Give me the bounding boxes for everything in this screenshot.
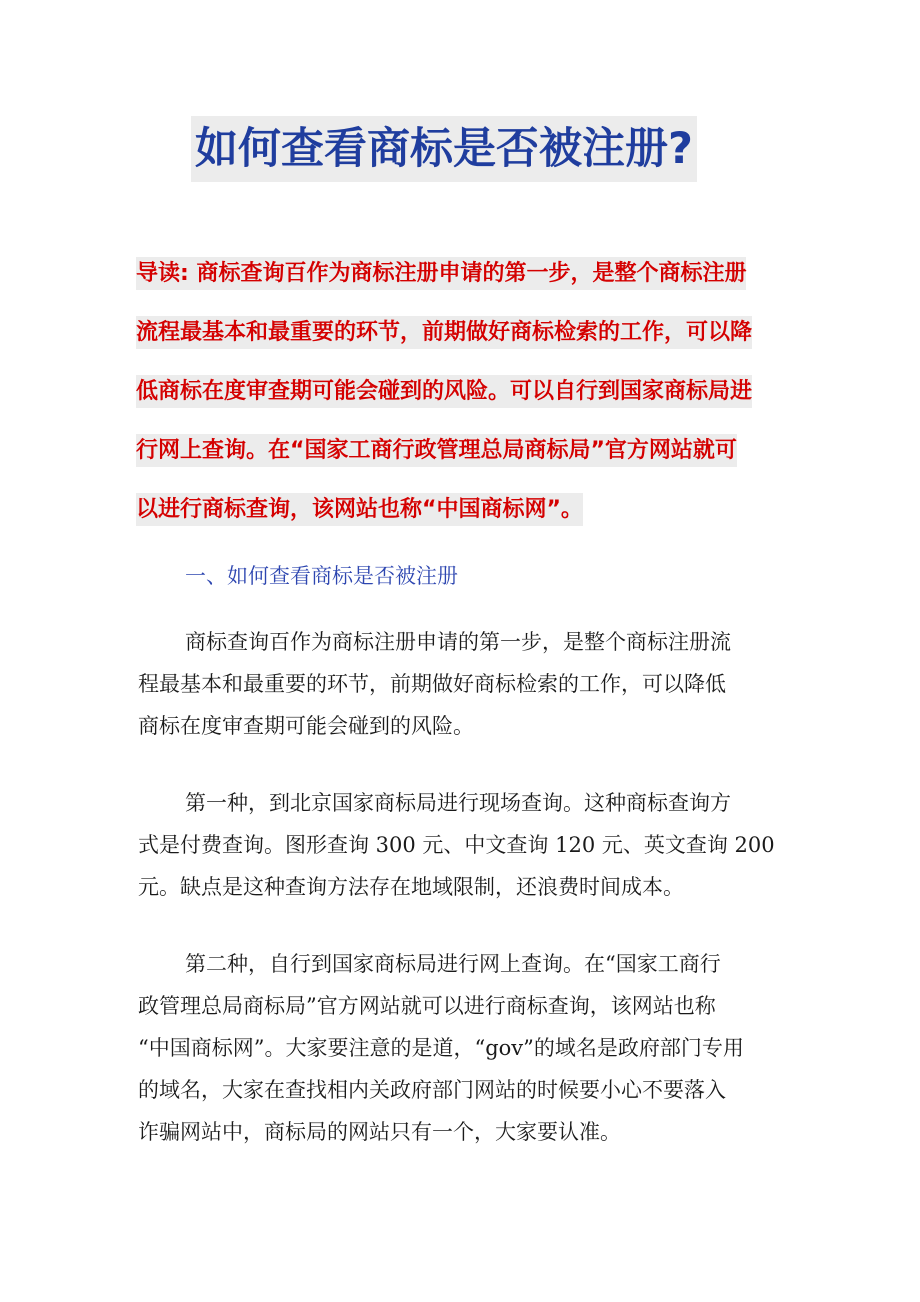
lead-line	[136, 432, 786, 470]
lead-line-text: 流程最基本和最重要的环节，前期做好商标检索的工作，可以降	[136, 316, 752, 349]
paragraph-line: 政管理总局商标局”官方网站就可以进行商标查询，该网站也称	[138, 994, 716, 1018]
paragraph-line: 第一种，到北京国家商标局进行现场查询。这种商标查询方	[185, 791, 731, 815]
body-paragraph	[138, 943, 788, 1153]
lead-line	[136, 491, 786, 529]
lead-line	[136, 314, 786, 352]
paragraph-line: 式是付费查询。图形查询 300 元、中文查询 120 元、英文查询 200	[138, 833, 775, 857]
paragraph-line: 元。缺点是这种查询方法存在地域限制，还浪费时间成本。	[138, 875, 684, 899]
lead-line-text: 低商标在度审查期可能会碰到的风险。可以自行到国家商标局进	[136, 375, 752, 408]
lead-line-text: 以进行商标查询，该网站也称“中国商标网”。	[136, 493, 583, 526]
section-heading: 一、如何查看商标是否被注册	[185, 564, 458, 588]
body-paragraph	[138, 621, 788, 747]
lead-line-text: 导读: 商标查询百作为商标注册申请的第一步，是整个商标注册	[136, 257, 746, 290]
paragraph-line: 程最基本和最重要的环节，前期做好商标检索的工作，可以降低	[138, 672, 726, 696]
paragraph-line: 诈骗网站中，商标局的网站只有一个，大家要认准。	[138, 1120, 621, 1144]
paragraph-line: 的域名，大家在查找相内关政府部门网站的时候要小心不要落入	[138, 1078, 726, 1102]
lead-line	[136, 255, 786, 293]
lead-line	[136, 373, 786, 411]
lead-paragraph	[136, 255, 786, 550]
paragraph-line: “中国商标网”。大家要注意的是道，“gov”的域名是政府部门专用	[138, 1036, 744, 1060]
paragraph-line: 第二种，自行到国家商标局进行网上查询。在“国家工商行	[185, 952, 721, 976]
body-paragraph	[138, 782, 788, 908]
page-title: 如何查看商标是否被注册?	[191, 116, 697, 182]
paragraph-line: 商标在度审查期可能会碰到的风险。	[138, 714, 474, 738]
paragraph-line: 商标查询百作为商标注册申请的第一步，是整个商标注册流	[185, 630, 731, 654]
lead-line-text: 行网上查询。在“国家工商行政管理总局商标局”官方网站就可	[136, 434, 737, 467]
